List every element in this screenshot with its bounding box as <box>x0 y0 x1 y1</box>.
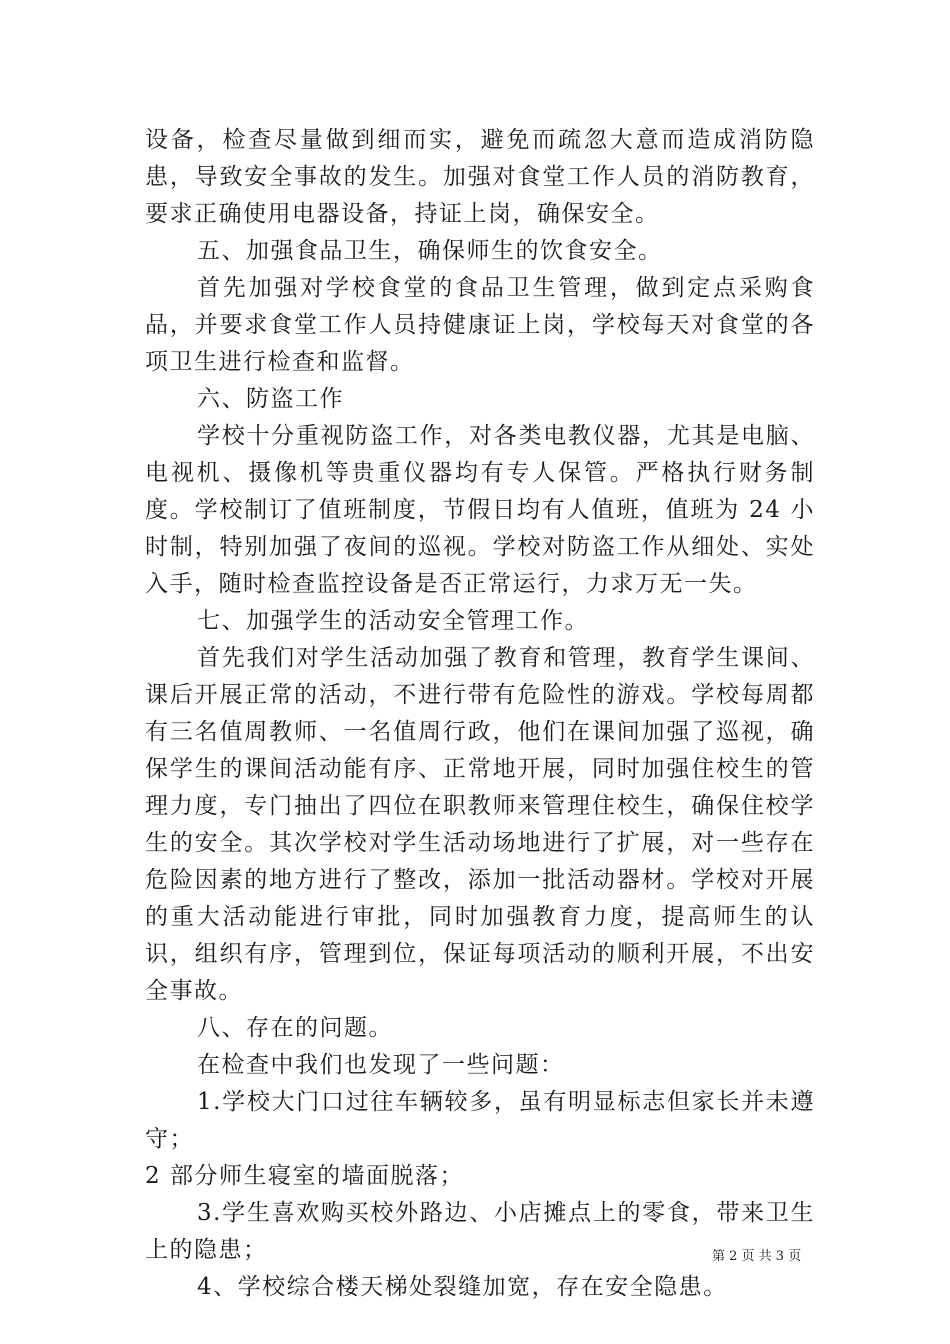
section-heading-6: 六、防盗工作 <box>197 386 344 412</box>
paragraph-problems-intro: 在检查中我们也发现了一些问题： <box>197 1052 565 1078</box>
problem-item-3: 3.学生喜欢购买校外路边、小店摊点上的零食，带来卫生上的隐患； <box>145 1200 815 1263</box>
paragraph-theft-prevention: 学校十分重视防盗工作，对各类电教仪器，尤其是电脑、电视机、摄像机等贵重仪器均有专人保管。严格执行财务制度。学校制订了值班制度，节假日均有人值班，值班为 24 小时制，特别加强了夜间的巡视。学校对防盗工作从细处、实处入手，随时检查监控设备是否正常运行，力求万无一失。 <box>145 423 815 597</box>
section-heading-8: 八、存在的问题。 <box>197 1015 393 1041</box>
section-heading-5: 五、加强食品卫生，确保师生的饮食安全。 <box>197 238 663 264</box>
paragraph-activity-safety: 首先我们对学生活动加强了教育和管理，教育学生课间、课后开展正常的活动，不进行带有危险性的游戏。学校每周都有三名值周教师、一名值周行政，他们在课间加强了巡视，确保学生的课间活动能有序、正常地开展，同时加强住校生的管理力度，专门抽出了四位在职教师来管理住校生，确保住校学生的安全。其次学校对学生活动场地进行了扩展，对一些存在危险因素的地方进行了整改，添加一批活动器材。学校对开展的重大活动能进行审批，同时加强教育力度，提高师生的认识，组织有序，管理到位，保证每项活动的顺利开展，不出安全事故。 <box>145 645 815 1004</box>
section-heading-7: 七、加强学生的活动安全管理工作。 <box>197 608 589 634</box>
paragraph-continuation: 设备，检查尽量做到细而实，避免而疏忽大意而造成消防隐患，导致安全事故的发生。加强对食堂工作人员的消防教育，要求正确使用电器设备，持证上岗，确保安全。 <box>145 127 815 227</box>
problem-item-2: 2 部分师生寝室的墙面脱落； <box>145 1163 464 1189</box>
problem-item-4: 4、学校综合楼天梯处裂缝加宽，存在安全隐患。 <box>197 1274 728 1300</box>
problem-item-1: 1.学校大门口过往车辆较多，虽有明显标志但家长并未遵守； <box>145 1089 815 1152</box>
paragraph-food-hygiene: 首先加强对学校食堂的食品卫生管理，做到定点采购食品，并要求食堂工作人员持健康证上岗，学校每天对食堂的各项卫生进行检查和监督。 <box>145 275 815 375</box>
document-body <box>145 122 815 1306</box>
page-number-footer: 第 2 页 共 3 页 <box>712 1249 802 1264</box>
